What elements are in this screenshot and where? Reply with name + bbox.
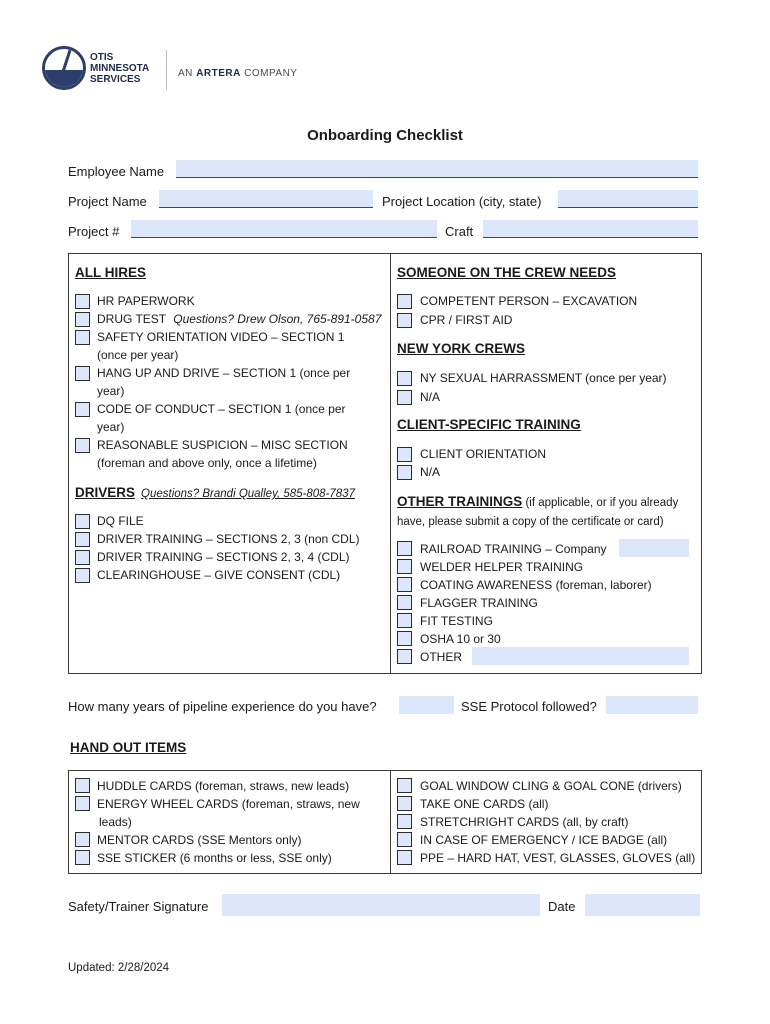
client-na-checkbox[interactable] <box>397 465 412 480</box>
page-title: Onboarding Checklist <box>307 127 463 144</box>
goal-window-label: GOAL WINDOW CLING & GOAL CONE (drivers) <box>420 779 682 793</box>
client-orientation-checkbox[interactable] <box>397 447 412 462</box>
updated-date: Updated: 2/28/2024 <box>68 962 170 974</box>
driver-training-cdl-checkbox[interactable] <box>75 550 90 565</box>
company-logo <box>42 42 302 98</box>
goal-window-checkbox[interactable] <box>397 778 412 793</box>
logo-divider <box>166 50 167 90</box>
clearinghouse-checkbox[interactable] <box>75 568 90 583</box>
railroad-training-checkbox[interactable] <box>397 541 412 556</box>
cpr-first-aid-label: CPR / FIRST AID <box>420 313 513 327</box>
energy-wheel-label: ENERGY WHEEL CARDS (foreman, straws, new leads) <box>97 797 360 829</box>
ppe-label: PPE – HARD HAT, VEST, GLASSES, GLOVES (all) <box>420 851 696 865</box>
driver-training-cdl-label: DRIVER TRAINING – SECTIONS 2, 3, 4 (CDL) <box>97 550 350 564</box>
project-number-label: Project # <box>68 224 120 239</box>
sse-sticker-checkbox[interactable] <box>75 850 90 865</box>
logo-wordmark: OTIS MINNESOTA SERVICES <box>90 52 150 85</box>
crane-emblem-icon <box>42 46 86 90</box>
hr-paperwork-label: HR PAPERWORK <box>97 294 195 308</box>
date-label: Date <box>548 899 576 914</box>
drivers-heading: DRIVERS Questions? Brandi Qualley, 585-808-7837 <box>75 485 355 500</box>
mentor-cards-label: MENTOR CARDS (SSE Mentors only) <box>97 833 302 847</box>
clearinghouse-label: CLEARINGHOUSE – GIVE CONSENT (CDL) <box>97 568 341 582</box>
take-one-cards-checkbox[interactable] <box>397 796 412 811</box>
all-hires-heading: ALL HIRES <box>75 265 147 280</box>
reasonable-suspicion-label: REASONABLE SUSPICION – MISC SECTION (foreman and above only, once a lifetime) <box>97 438 348 470</box>
craft-label: Craft <box>445 224 474 239</box>
take-one-cards-label: TAKE ONE CARDS (all) <box>420 797 549 811</box>
fit-testing-label: FIT TESTING <box>420 614 493 628</box>
project-location-field[interactable] <box>558 190 698 208</box>
project-number-field[interactable] <box>131 220 437 238</box>
signature-field[interactable] <box>222 894 540 916</box>
hand-out-heading: HAND OUT ITEMS <box>70 740 187 755</box>
emergency-badge-label: IN CASE OF EMERGENCY / ICE BADGE (all) <box>420 833 668 847</box>
project-name-label: Project Name <box>68 194 147 209</box>
hang-up-drive-label: HANG UP AND DRIVE – SECTION 1 (once per year) <box>97 366 351 398</box>
driver-training-noncdl-checkbox[interactable] <box>75 532 90 547</box>
ppe-checkbox[interactable] <box>397 850 412 865</box>
craft-field[interactable] <box>483 220 698 238</box>
huddle-cards-checkbox[interactable] <box>75 778 90 793</box>
emergency-badge-checkbox[interactable] <box>397 832 412 847</box>
project-location-label: Project Location (city, state) <box>382 194 542 209</box>
cpr-first-aid-checkbox[interactable] <box>397 313 412 328</box>
project-name-field[interactable] <box>159 190 373 208</box>
other-training-label: OTHER <box>420 650 462 664</box>
other-training-checkbox[interactable] <box>397 649 412 664</box>
client-na-label: N/A <box>420 465 441 479</box>
parent-company-tag: AN ARTERA COMPANY <box>178 68 298 79</box>
flagger-training-label: FLAGGER TRAINING <box>420 596 538 610</box>
drug-test-checkbox[interactable] <box>75 312 90 327</box>
pipeline-experience-field[interactable] <box>399 696 454 714</box>
coating-awareness-checkbox[interactable] <box>397 577 412 592</box>
employee-name-label: Employee Name <box>68 164 165 179</box>
client-specific-heading: CLIENT-SPECIFIC TRAINING <box>397 417 581 432</box>
code-of-conduct-checkbox[interactable] <box>75 402 90 417</box>
coating-awareness-label: COATING AWARENESS (foreman, laborer) <box>420 578 652 592</box>
hr-paperwork-checkbox[interactable] <box>75 294 90 309</box>
huddle-cards-label: HUDDLE CARDS (foreman, straws, new leads) <box>97 779 350 793</box>
sse-protocol-field[interactable] <box>606 696 698 714</box>
flagger-training-checkbox[interactable] <box>397 595 412 610</box>
new-york-heading: NEW YORK CREWS <box>397 341 526 356</box>
competent-person-label: COMPETENT PERSON – EXCAVATION <box>420 294 638 308</box>
competent-person-checkbox[interactable] <box>397 294 412 309</box>
pipeline-experience-label: How many years of pipeline experience do you have? <box>68 699 377 714</box>
osha-label: OSHA 10 or 30 <box>420 632 501 646</box>
ny-harassment-label: NY SEXUAL HARRASSMENT (once per year) <box>420 371 667 385</box>
osha-checkbox[interactable] <box>397 631 412 646</box>
driver-training-noncdl-label: DRIVER TRAINING – SECTIONS 2, 3 (non CDL) <box>97 532 360 546</box>
signature-label: Safety/Trainer Signature <box>68 899 209 914</box>
welder-helper-checkbox[interactable] <box>397 559 412 574</box>
hand-out-divider <box>390 770 391 874</box>
energy-wheel-checkbox[interactable] <box>75 796 90 811</box>
sse-protocol-label: SSE Protocol followed? <box>461 699 597 714</box>
stretchright-cards-label: STRETCHRIGHT CARDS (all, by craft) <box>420 815 629 829</box>
other-training-field[interactable] <box>472 647 689 665</box>
date-field[interactable] <box>585 894 700 916</box>
fit-testing-checkbox[interactable] <box>397 613 412 628</box>
hang-up-drive-checkbox[interactable] <box>75 366 90 381</box>
code-of-conduct-label: CODE OF CONDUCT – SECTION 1 (once per year) <box>97 402 346 434</box>
other-trainings-heading: OTHER TRAININGS (if applicable, or if you already have, please submit a copy of the certificate or card) <box>397 494 679 528</box>
sse-sticker-label: SSE STICKER (6 months or less, SSE only) <box>97 851 332 865</box>
safety-orientation-label: SAFETY ORIENTATION VIDEO – SECTION 1 (once per year) <box>97 330 345 362</box>
railroad-training-label: RAILROAD TRAINING – Company <box>420 542 607 556</box>
table-divider <box>390 253 391 674</box>
dq-file-checkbox[interactable] <box>75 514 90 529</box>
ny-na-label: N/A <box>420 390 441 404</box>
ny-harassment-checkbox[interactable] <box>397 371 412 386</box>
crew-needs-heading: SOMEONE ON THE CREW NEEDS <box>397 265 617 280</box>
mentor-cards-checkbox[interactable] <box>75 832 90 847</box>
reasonable-suspicion-checkbox[interactable] <box>75 438 90 453</box>
safety-orientation-checkbox[interactable] <box>75 330 90 345</box>
railroad-company-field[interactable] <box>619 539 689 557</box>
dq-file-label: DQ FILE <box>97 514 144 528</box>
stretchright-cards-checkbox[interactable] <box>397 814 412 829</box>
client-orientation-label: CLIENT ORIENTATION <box>420 447 547 461</box>
employee-name-field[interactable] <box>176 160 698 178</box>
welder-helper-label: WELDER HELPER TRAINING <box>420 560 584 574</box>
ny-na-checkbox[interactable] <box>397 390 412 405</box>
drug-test-label: DRUG TEST Questions? Drew Olson, 765-891-0587 <box>97 312 382 326</box>
